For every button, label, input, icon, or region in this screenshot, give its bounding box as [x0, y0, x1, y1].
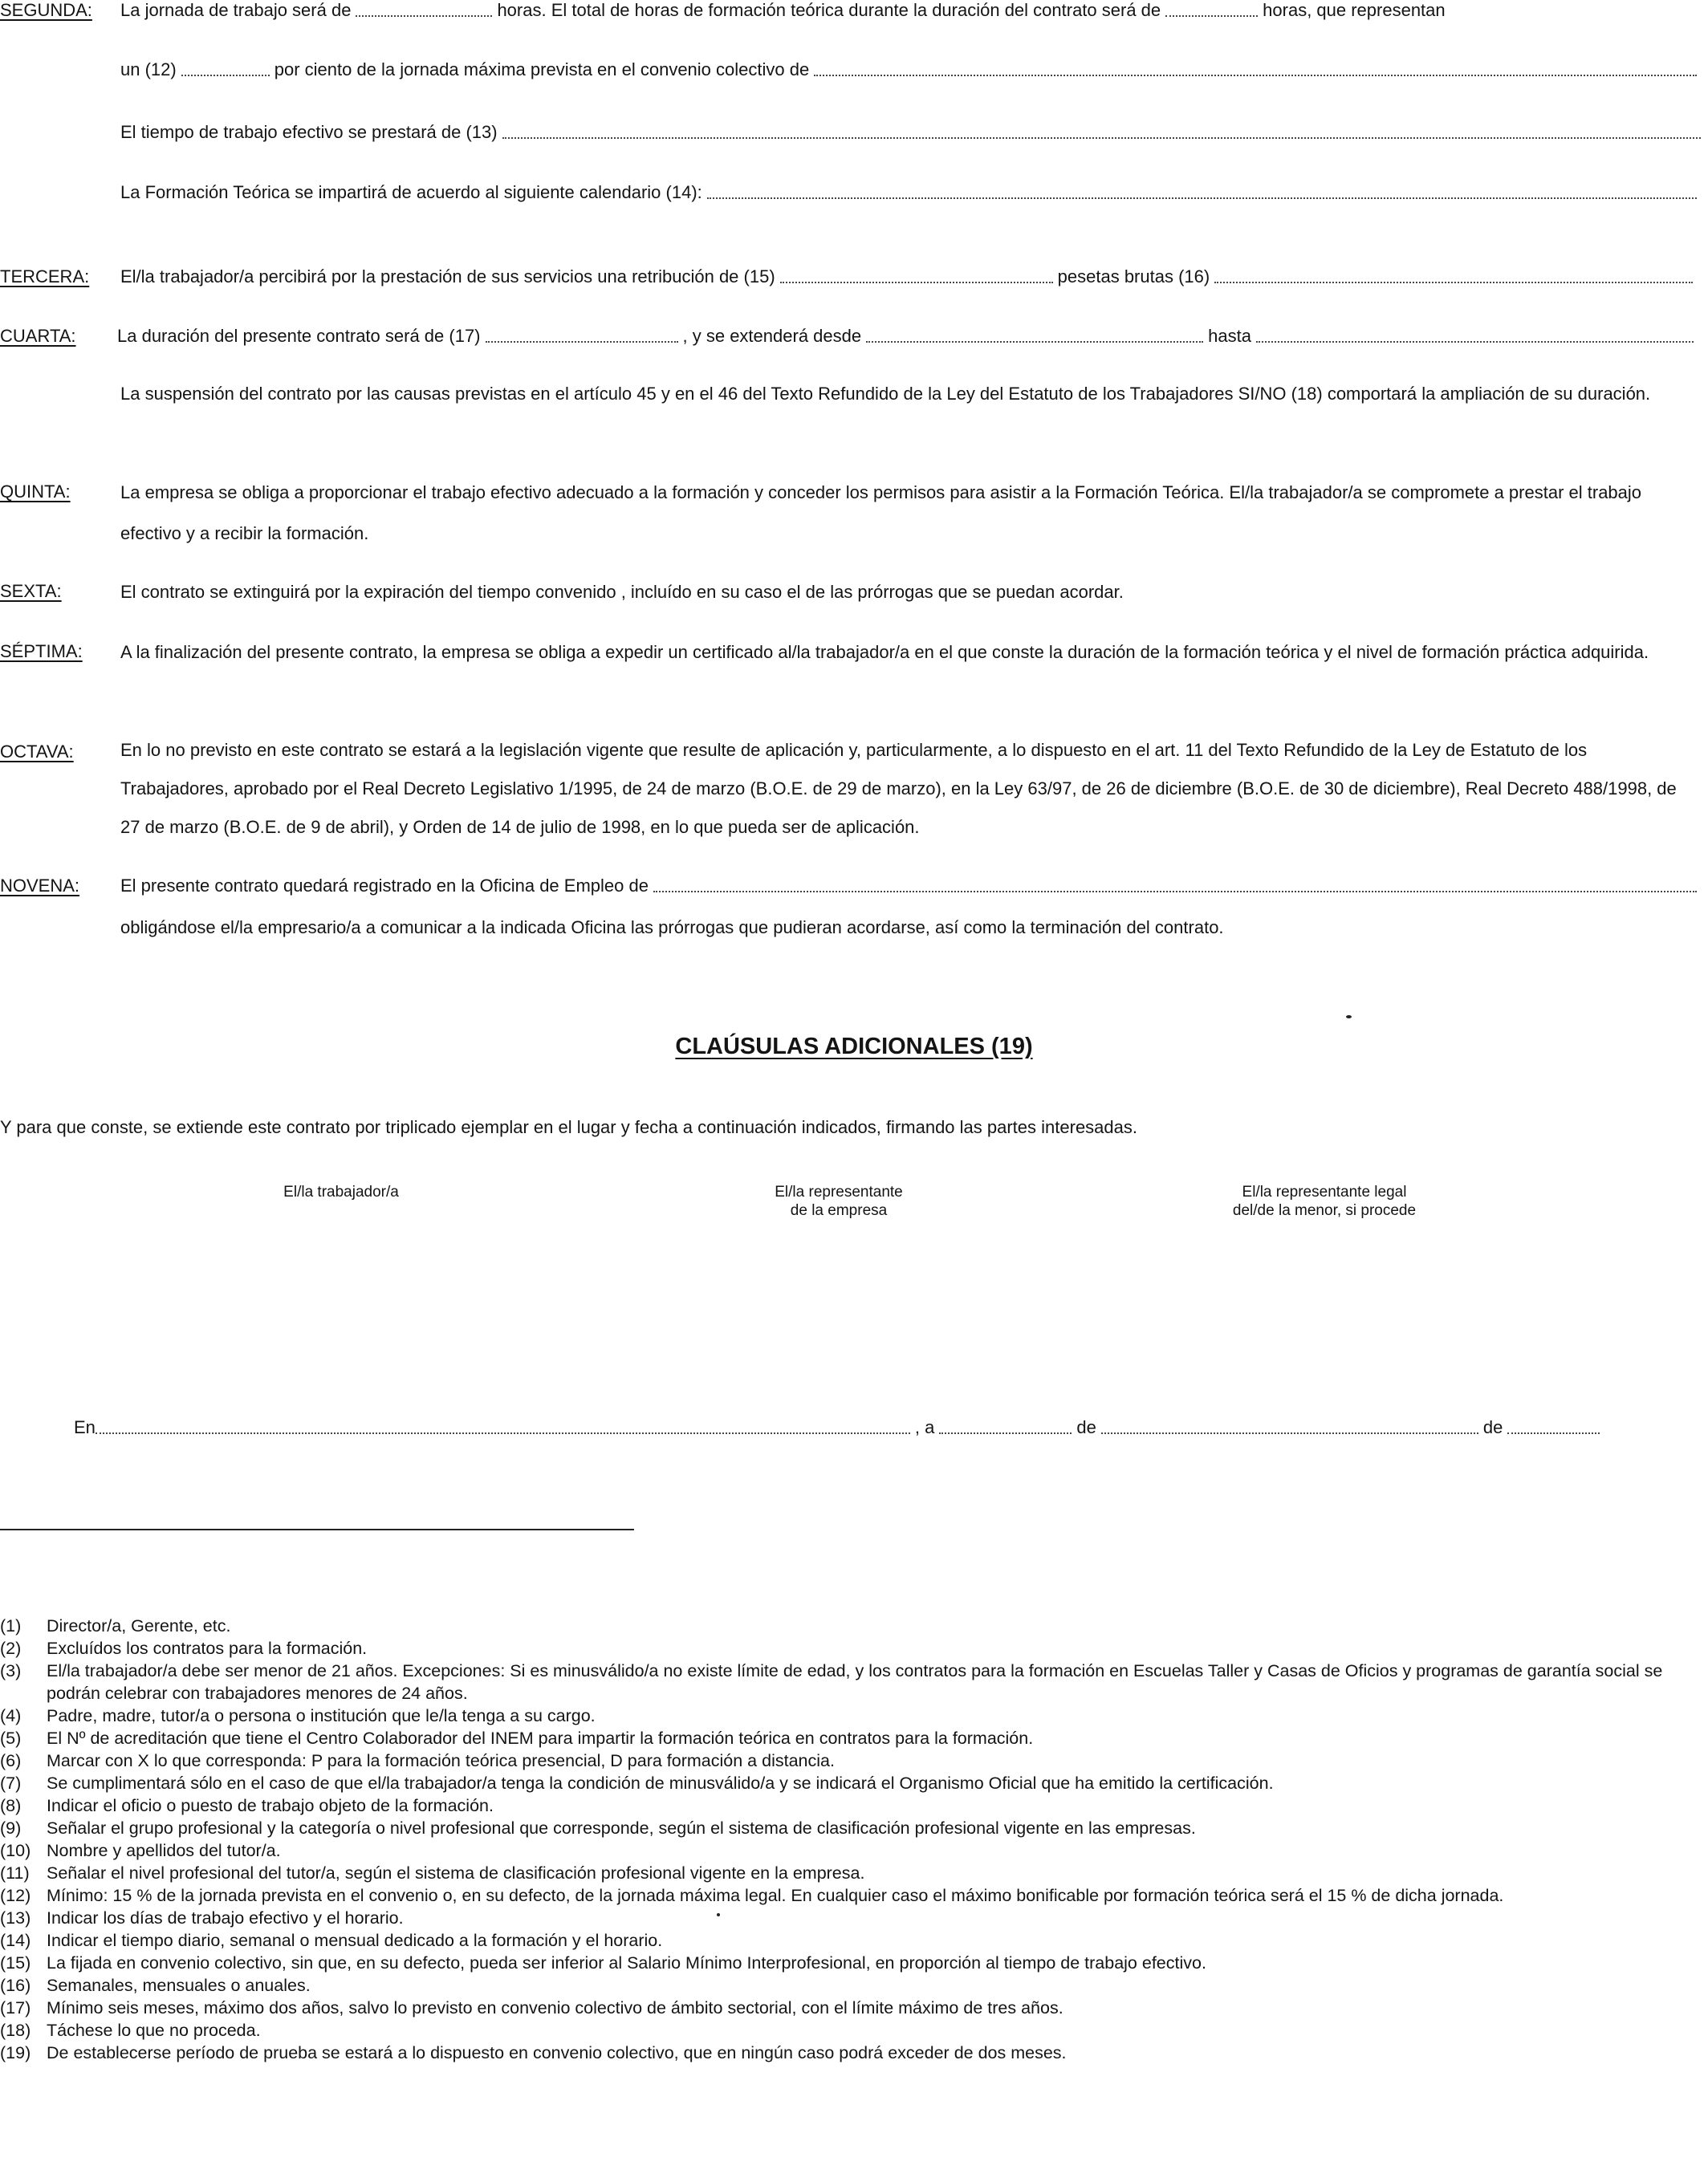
clause-label: CUARTA:	[0, 326, 76, 346]
footnote-number: (11)	[0, 1863, 30, 1883]
cuarta-text: La duración del presente contrato será de (17)	[117, 326, 481, 346]
footnote-number: (13)	[0, 1908, 31, 1928]
footnote-number: (14)	[0, 1931, 31, 1950]
additional-clauses-heading: CLAÚSULAS ADICIONALES (19)	[675, 1034, 1033, 1059]
footnote-item	[0, 1615, 1708, 1637]
clause-label: NOVENA:	[0, 876, 80, 896]
tercera-text: El/la trabajador/a percibirá por la prestación de sus servicios una retribución de (15)	[120, 266, 775, 286]
footnote-text: Nombre y apellidos del tutor/a.	[47, 1841, 281, 1860]
footnote-text: El/la trabajador/a debe ser menor de 21 años. Excepciones: Si es minusválido/a no existe límite de edad, y los contratos para la formación en Escuelas Taller y Casas de Oficios y programas de garantía social se podrán celebrar con trabajadores menores de 24 años.	[47, 1661, 1663, 1703]
footnote-text: Se cumplimentará sólo en el caso de que el/la trabajador/a tenga la condición de minusválido/a y se indicará el Organismo Oficial que ha emitido la certificación.	[47, 1774, 1274, 1793]
footnote-item	[0, 1794, 1708, 1817]
footnote-text: Marcar con X lo que corresponda: P para la formación teórica presencial, D para formación a distancia.	[47, 1751, 835, 1770]
footnote-item	[0, 1817, 1708, 1839]
footnote-item	[0, 2042, 1708, 2064]
footnote-item	[0, 1862, 1708, 1884]
year-field[interactable]	[1507, 1432, 1600, 1434]
blank-field[interactable]	[780, 282, 1053, 283]
segunda-text: horas. El total de horas de formación teórica durante la duración del contrato será de	[497, 0, 1161, 20]
footnote-number: (18)	[0, 2021, 31, 2040]
month-field[interactable]	[1101, 1432, 1478, 1434]
footnote-text: De establecerse período de prueba se estará a lo dispuesto en convenio colectivo, que en ningún caso podrá exceder de dos meses.	[47, 2043, 1067, 2062]
footnote-item	[0, 1660, 1708, 1705]
blank-field[interactable]	[653, 891, 1697, 892]
footnote-text: Indicar los días de trabajo efectivo y el horario.	[47, 1908, 404, 1928]
place-field[interactable]	[96, 1432, 910, 1434]
segunda-line-3	[120, 120, 1706, 144]
segunda-line-1	[120, 0, 1690, 22]
cuarta-text: hasta	[1208, 326, 1251, 346]
footnote-number: (10)	[0, 1841, 31, 1860]
blank-field[interactable]	[181, 75, 270, 76]
footnote-text: Señalar el nivel profesional del tutor/a, según el sistema de clasificación profesional vigente en la empresa.	[47, 1863, 865, 1883]
segunda-text: La Formación Teórica se impartirá de acuerdo al siguiente calendario (14):	[120, 182, 702, 202]
footnote-item	[0, 1952, 1708, 1974]
blank-field[interactable]	[1214, 282, 1693, 283]
footnote-text: Semanales, mensuales o anuales.	[47, 1976, 311, 1995]
footnote-number: (8)	[0, 1796, 22, 1815]
novena-line	[120, 874, 1702, 898]
footnote-text: Excluídos los contratos para la formación.	[47, 1639, 368, 1658]
segunda-text: por ciento de la jornada máxima prevista en el convenio colectivo de	[274, 59, 810, 79]
footnote-text: Mínimo seis meses, máximo dos años, salvo lo previsto en convenio colectivo de ámbito sectorial, con el límite máximo de tres años.	[47, 1998, 1063, 2017]
clause-label: QUINTA:	[0, 482, 71, 502]
footnote-item	[0, 1997, 1708, 2019]
blank-field[interactable]	[1165, 15, 1258, 17]
date-de-label: de	[1076, 1417, 1096, 1437]
footnote-number: (16)	[0, 1976, 31, 1995]
clause-label: OCTAVA:	[0, 742, 74, 762]
segunda-line-2	[120, 58, 1702, 82]
cuarta-line	[117, 324, 1698, 348]
clause-label: TERCERA:	[0, 266, 90, 286]
sexta-text: El contrato se extinguirá por la expiración del tiempo convenido , incluído en su caso el de las prórrogas que se puedan acordar.	[120, 582, 1124, 602]
day-field[interactable]	[939, 1432, 1072, 1434]
footnote-text: Indicar el tiempo diario, semanal o mensual dedicado a la formación y el horario.	[47, 1931, 663, 1950]
footnote-number: (2)	[0, 1639, 22, 1658]
cuarta-suspension-text: La suspensión del contrato por las causas previstas en el artículo 45 y en el 46 del Texto Refundido de la Ley del Estatuto de los Trabajadores SI/NO (18) comportará la ampliación de su duración.	[120, 384, 1651, 404]
footnote-item	[0, 1907, 1708, 1929]
footnote-item	[0, 1749, 1708, 1772]
blank-field[interactable]	[356, 15, 492, 17]
signature-worker: El/la trabajador/a	[283, 1184, 399, 1201]
footnote-number: (3)	[0, 1661, 22, 1680]
closing-text: Y para que conste, se extiende este contrato por triplicado ejemplar en el lugar y fecha a continuación indicados, firmando las partes interesadas.	[0, 1117, 1137, 1137]
blank-field[interactable]	[814, 75, 1697, 76]
footnote-item	[0, 1929, 1708, 1952]
footnote-text: El Nº de acreditación que tiene el Centro Colaborador del INEM para impartir la formación teórica en contratos para la formación.	[47, 1729, 1034, 1748]
clause-label: SEGUNDA:	[0, 0, 92, 20]
octava-text: En lo no previsto en este contrato se estará a la legislación vigente que resulte de aplicación y, particularmente, a lo dispuesto en el art. 11 del Texto Refundido de la Ley de Estatuto de los Trabajadores, aprobado por el Real Decreto Legislativo 1/1995, de 24 de marzo (B.O.E. de 29 de marzo), en la Ley 63/97, de 26 de diciembre (B.O.E. de 30 de diciembre), Real Decreto 488/1998, de 27 de marzo (B.O.E. de 9 de abril), y Orden de 14 de julio de 1998, en lo que pueda ser de aplicación.	[120, 740, 1677, 837]
novena-text-2: obligándose el/la empresario/a a comunicar a la indicada Oficina las prórrogas que pudieran acordarse, así como la terminación del contrato.	[120, 917, 1224, 937]
footnote-text: Padre, madre, tutor/a o persona o institución que le/la tenga a su cargo.	[47, 1706, 596, 1725]
footnote-number: (17)	[0, 1998, 31, 2017]
blank-field[interactable]	[1256, 341, 1694, 343]
blank-field[interactable]	[866, 341, 1203, 343]
blank-field[interactable]	[502, 137, 1701, 139]
footnote-item	[0, 1727, 1708, 1749]
novena-text: El presente contrato quedará registrado en la Oficina de Empleo de	[120, 876, 649, 896]
cuarta-text: , y se extenderá desde	[682, 326, 862, 346]
segunda-line-4	[120, 181, 1702, 205]
footnote-number: (6)	[0, 1751, 22, 1770]
signature-legal-rep: El/la representante legal del/de la menor, si procede	[1232, 1184, 1417, 1219]
septima-text: A la finalización del presente contrato, la empresa se obliga a expedir un certificado al/la trabajador/a en el que conste la duración de la formación teórica y el nivel de formación práctica adquirida.	[120, 642, 1649, 662]
footnote-number: (9)	[0, 1818, 22, 1838]
blank-field[interactable]	[707, 197, 1697, 199]
clause-label: SÉPTIMA:	[0, 641, 83, 661]
scan-speck	[1346, 1015, 1352, 1018]
quinta-text: La empresa se obliga a proporcionar el trabajo efectivo adecuado a la formación y conceder los permisos para asistir a la Formación Teórica. El/la trabajador/a se compromete a prestar el trabajo efectivo y a recibir la formación.	[120, 482, 1642, 543]
footnote-number: (4)	[0, 1706, 22, 1725]
footnote-item	[0, 1637, 1708, 1660]
footnote-number: (15)	[0, 1953, 31, 1973]
date-de-label: de	[1482, 1417, 1503, 1437]
tercera-text: pesetas brutas (16)	[1057, 266, 1210, 286]
signature-company-rep: El/la representante de la empresa	[775, 1184, 903, 1219]
footnote-item	[0, 1772, 1708, 1794]
footnote-text: La fijada en convenio colectivo, sin que, en su defecto, pueda ser inferior al Salario Mínimo Interprofesional, en proporción al tiempo de trabajo efectivo.	[47, 1953, 1206, 1973]
footnote-item	[0, 2019, 1708, 2042]
segunda-text: La jornada de trabajo será de	[120, 0, 352, 20]
footnote-text: Señalar el grupo profesional y la categoría o nivel profesional que corresponde, según el sistema de clasificación profesional vigente en las empresas.	[47, 1818, 1196, 1838]
segunda-text: horas, que representan	[1263, 0, 1446, 20]
footnote-text: Mínimo: 15 % de la jornada prevista en el convenio o, en su defecto, de la jornada máxima legal. En cualquier caso el máximo bonificable por formación teórica será el 15 % de dicha jornada.	[47, 1886, 1504, 1905]
date-en-label: En	[74, 1417, 96, 1437]
footnote-separator	[0, 1529, 634, 1530]
footnote-number: (5)	[0, 1729, 22, 1748]
clause-label: SEXTA:	[0, 581, 62, 601]
blank-field[interactable]	[486, 341, 678, 343]
footnote-text: Táchese lo que no proceda.	[47, 2021, 261, 2040]
footnote-item	[0, 1974, 1708, 1997]
date-line	[74, 1416, 1619, 1440]
segunda-text: El tiempo de trabajo efectivo se prestará de (13)	[120, 122, 498, 142]
footnote-text: Indicar el oficio o puesto de trabajo objeto de la formación.	[47, 1796, 494, 1815]
tercera-line	[120, 265, 1698, 289]
segunda-text: un (12)	[120, 59, 177, 79]
footnote-item	[0, 1839, 1708, 1862]
footnote-item	[0, 1884, 1708, 1907]
footnote-number: (1)	[0, 1616, 22, 1636]
footnotes	[0, 1615, 1708, 2064]
date-a-label: , a	[914, 1417, 935, 1437]
scan-speck	[717, 1913, 720, 1916]
footnote-number: (7)	[0, 1774, 22, 1793]
footnote-number: (19)	[0, 2043, 31, 2062]
footnote-item	[0, 1705, 1708, 1727]
footnote-text: Director/a, Gerente, etc.	[47, 1616, 231, 1636]
footnote-number: (12)	[0, 1886, 31, 1905]
